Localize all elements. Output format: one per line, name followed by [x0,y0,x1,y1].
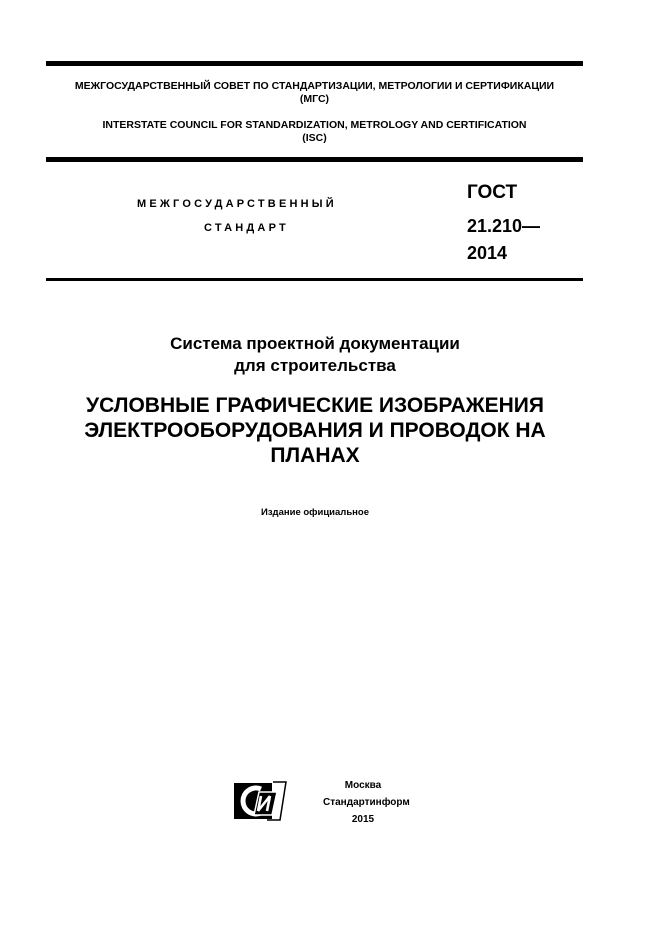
council-name-en [46,119,583,145]
standartinform-logo-icon [233,781,287,821]
top-rule [46,61,583,66]
imprint-year: 2015 [351,814,375,825]
imprint-city: Москва [344,780,382,791]
middle-rule [46,157,583,162]
document-title-line1: УСЛОВНЫЕ ГРАФИЧЕСКИЕ ИЗОБРАЖЕНИЯ [86,394,544,417]
imprint-publisher: Стандартинформ [323,797,410,808]
document-title-line3: ПЛАНАХ [270,444,360,467]
council-name-ru [46,80,583,106]
standard-type-line1: МЕЖГОСУДАРСТВЕННЫЙ [137,198,337,210]
subtitle-line2: для строительства [234,356,396,375]
edition-label: Издание официальное [261,507,369,518]
council-abbr-ru: (МГС) [299,93,330,105]
gost-number: 21.210— [467,216,541,236]
standard-type-line2: СТАНДАРТ [204,222,289,234]
bottom-rule [46,278,583,281]
council-name-en-line1: INTERSTATE COUNCIL FOR STANDARDIZATION, METROLOGY AND CERTIFICATION [102,119,527,131]
council-name-ru-line1: МЕЖГОСУДАРСТВЕННЫЙ СОВЕТ ПО СТАНДАРТИЗАЦИИ, МЕТРОЛОГИИ И СЕРТИФИКАЦИИ [74,80,555,92]
gost-prefix: ГОСТ [467,182,518,203]
council-abbr-en: (ISC) [302,132,327,144]
document-title-line2: ЭЛЕКТРООБОРУДОВАНИЯ И ПРОВОДОК НА [84,419,546,442]
gost-year: 2014 [467,243,508,263]
subtitle-line1: Система проектной документации [170,334,460,353]
